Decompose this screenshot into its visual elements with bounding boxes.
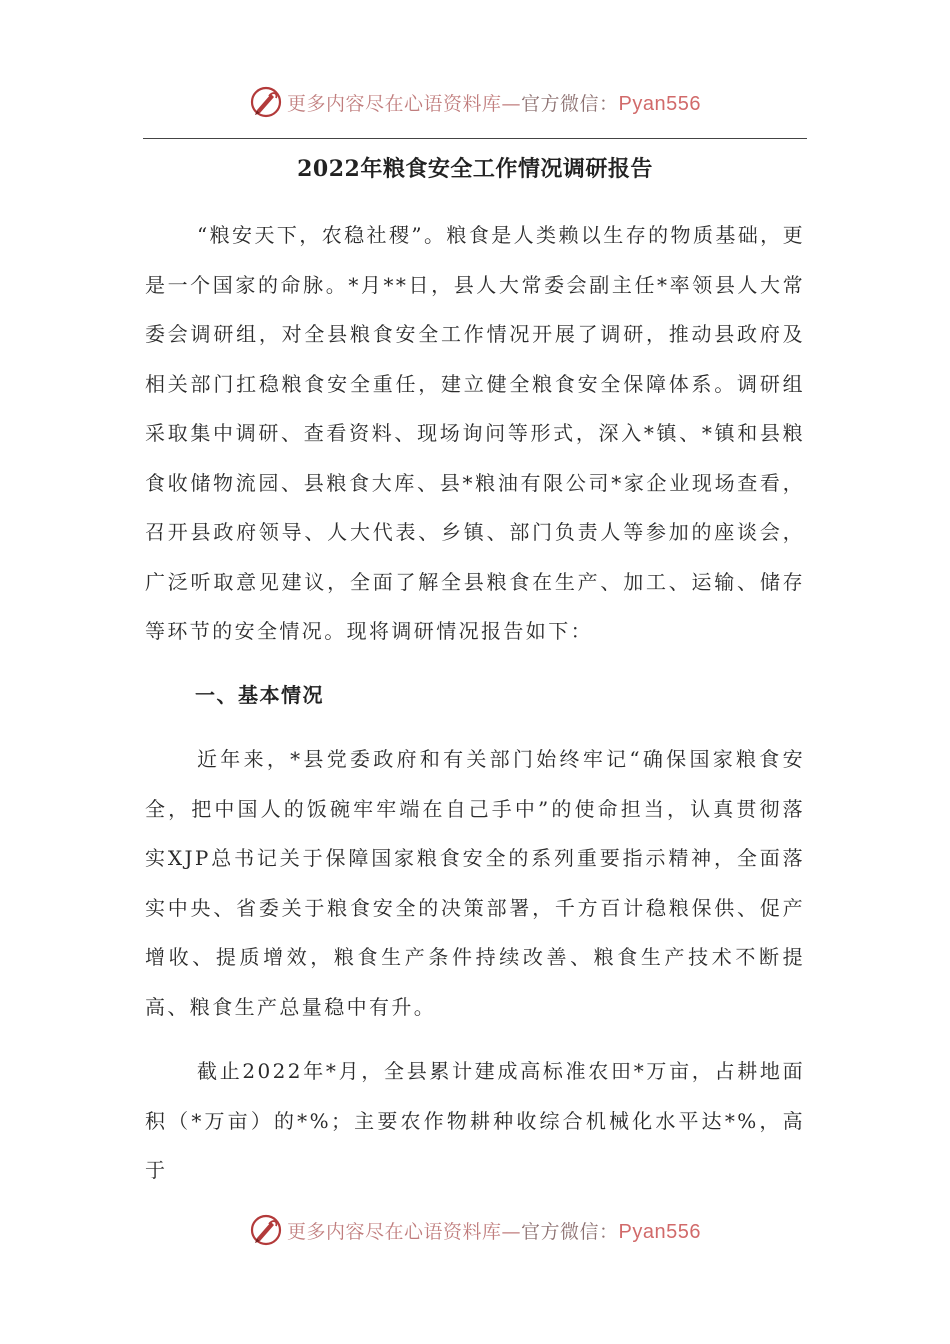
wechat-id: Pyan556: [618, 1220, 701, 1243]
section-heading-basic: 一、基本情况: [195, 683, 324, 707]
paragraph-intro: “粮安天下，农稳社稷”。粮食是人类赖以生存的物质基础，更是一个国家的命脉。*月**日，县人大常委会副主任*率领县人大常委会调研组，对全县粮食安全工作情况开展了调研，推动县政府及相关部门扛稳粮食安全重任，建立健全粮食安全保障体系。调研组采取集中调研、查看资料、现场询问等形式，深入*镇、*镇和县粮食收储物流园、县粮食大库、县*粮油有限公司*家企业现场查看，召开县政府领导、人大代表、乡镇、部门负责人等参加的座谈会，广泛听取意见建议，全面了解全县粮食在生产、加工、运输、储存等环节的安全情况。现将调研情况报告如下：: [145, 223, 805, 643]
wechat-label: 官方微信：: [521, 1220, 619, 1243]
watermark-slogan: 更多内容尽在心语资料库—: [287, 1220, 522, 1243]
wechat-id: Pyan556: [618, 92, 701, 115]
wechat-label: 官方微信：: [521, 92, 619, 115]
document-title: 2022年粮食安全工作情况调研报告: [297, 156, 653, 182]
watermark-text: [287, 1217, 701, 1244]
paragraph-basic-situation: 近年来，*县党委政府和有关部门始终牢记“确保国家粮食安全，把中国人的饭碗牢牢端在自己手中”的使命担当，认真贯彻落实XJP总书记关于保障国家粮食安全的系列重要指示精神，全面落实中央、省委关于粮食安全的决策部署，千方百计稳粮保供、促产增收、提质增效，粮食生产条件持续改善、粮食生产技术不断提高、粮食生产总量稳中有升。: [145, 747, 805, 1019]
header-divider: [143, 138, 807, 139]
paragraph-farmland: 截止2022年*月，全县累计建成高标准农田*万亩，占耕地面积（*万亩）的*%；主要农作物耕种收综合机械化水平达*%，高于: [145, 1059, 805, 1182]
watermark-slogan: 更多内容尽在心语资料库—: [287, 92, 522, 115]
header-watermark: [0, 82, 950, 122]
pen-logo-icon: [249, 85, 283, 119]
pen-logo-icon: [249, 1213, 283, 1247]
footer-watermark: [0, 1210, 950, 1250]
watermark-text: [287, 89, 701, 116]
